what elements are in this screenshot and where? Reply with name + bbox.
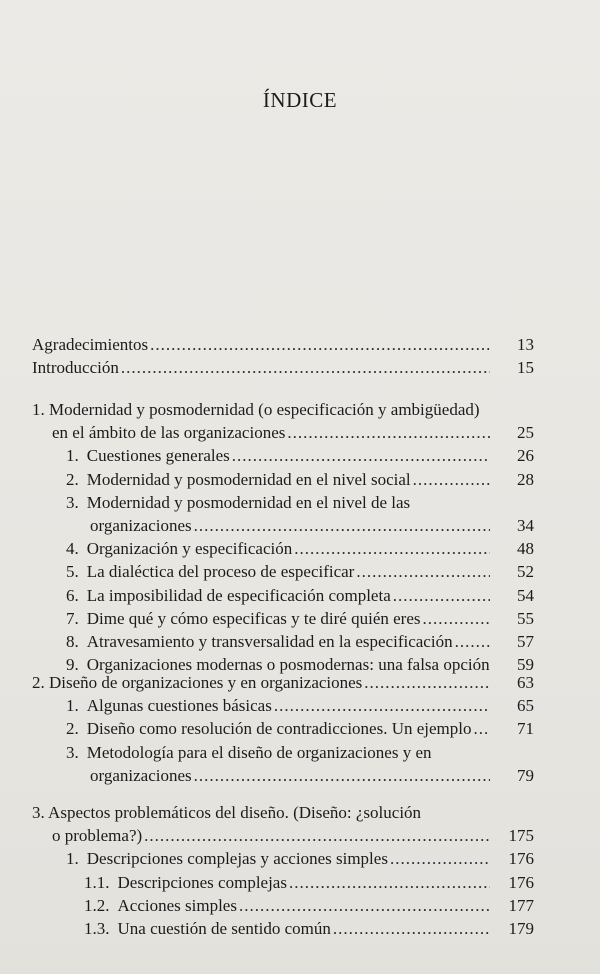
entry-number: 1.2. <box>84 895 110 915</box>
entry-number: 1.3. <box>84 919 110 938</box>
section-entry <box>66 630 534 654</box>
dot-leader <box>356 560 490 584</box>
page-number: 28 <box>517 469 534 489</box>
entry-number: 8. <box>66 632 79 651</box>
entry-title: Descripciones complejas <box>117 872 287 892</box>
page-number: 57 <box>517 632 534 651</box>
page-number: 55 <box>517 608 534 628</box>
entry-number: 1.1. <box>84 872 110 892</box>
entry-number: 1. <box>66 849 79 869</box>
entry-title: La imposibilidad de especificación completa <box>86 585 391 605</box>
chapter-heading-entry <box>52 421 494 445</box>
page-number: 15 <box>517 358 534 377</box>
dot-leader <box>413 468 490 492</box>
page-number: 48 <box>517 539 534 559</box>
entry-title: Una cuestión de sentido común <box>117 919 331 938</box>
chapter-heading-entry <box>52 824 494 848</box>
chapter-heading <box>52 421 534 445</box>
entry-title: organizaciones <box>90 516 192 535</box>
section-entry-entry <box>66 630 494 654</box>
page-number: 176 <box>508 872 534 892</box>
dot-leader <box>232 444 490 468</box>
chapter-heading <box>52 824 534 848</box>
entry-title: 1. Modernidad y posmodernidad (o especificación y ambigüedad) <box>32 400 480 419</box>
entry-title: Organizaciones modernas o posmodernas: una falsa opción <box>86 655 490 675</box>
entry-title: Modernidad y posmodernidad en el nivel de las <box>86 492 411 512</box>
dot-leader <box>390 847 490 871</box>
entry-title: Metodología para el diseño de organizaciones y en <box>86 742 432 762</box>
section-entry-entry <box>84 894 494 918</box>
entry-number: 2. <box>66 469 79 489</box>
entry-title: Modernidad y posmodernidad en el nivel social <box>86 469 411 489</box>
section-entry <box>66 607 534 631</box>
section-entry <box>84 871 534 895</box>
section-entry <box>66 694 534 718</box>
page-number: 54 <box>517 585 534 605</box>
dot-leader <box>150 333 490 357</box>
section-entry-entry <box>84 917 494 941</box>
dot-leader <box>289 871 490 895</box>
page-number: 176 <box>508 849 534 869</box>
entry-number: 7. <box>66 608 79 628</box>
entry-number: 2. <box>66 719 79 739</box>
toc-entry-front-entry <box>32 356 494 380</box>
entry-number: 3. <box>66 492 79 512</box>
dot-leader <box>393 584 490 608</box>
dot-leader <box>294 537 490 561</box>
section-entry-entry <box>66 560 494 584</box>
entry-number: 9. <box>66 655 79 675</box>
entry-title: Algunas cuestiones básicas <box>86 696 272 716</box>
entry-title: Dime qué y cómo especificas y te diré quién eres <box>86 608 421 628</box>
section-entry <box>66 468 534 492</box>
dot-leader <box>455 630 490 654</box>
entry-title: Diseño como resolución de contradicciones. Un ejemplo <box>86 719 472 739</box>
entry-title: Agradecimientos <box>32 335 149 354</box>
section-entry <box>90 764 534 788</box>
entry-title: Introducción <box>32 358 119 377</box>
section-entry <box>66 491 410 515</box>
dot-leader <box>474 717 491 741</box>
page-number: 34 <box>517 516 534 535</box>
section-entry <box>66 584 534 608</box>
page-number: 25 <box>517 423 534 443</box>
toc-entry-front <box>32 333 534 357</box>
entry-title: 3. Aspectos problemáticos del diseño. (Diseño: ¿solución <box>32 803 422 822</box>
section-entry <box>66 537 534 561</box>
entry-title: o problema?) <box>52 826 143 846</box>
section-entry <box>66 717 534 741</box>
page-number: 26 <box>517 446 534 466</box>
section-entry <box>66 847 534 871</box>
dot-leader <box>364 671 490 695</box>
entry-number: 1. <box>66 446 79 466</box>
dot-leader <box>422 607 490 631</box>
section-entry-entry <box>66 847 494 871</box>
dot-leader <box>144 824 490 848</box>
section-entry-entry <box>66 584 494 608</box>
page-number: 65 <box>517 696 534 716</box>
page-number: 175 <box>508 826 534 846</box>
chapter-heading-entry <box>32 671 494 695</box>
dot-leader <box>239 894 490 918</box>
dot-leader <box>121 356 490 380</box>
chapter-heading <box>32 801 421 825</box>
section-entry-entry <box>66 694 494 718</box>
entry-number: 6. <box>66 585 79 605</box>
section-entry-entry <box>66 537 494 561</box>
section-entry-entry <box>66 717 494 741</box>
page-number: 52 <box>517 562 534 582</box>
section-entry-entry <box>66 468 494 492</box>
entry-title: Descripciones complejas y acciones simples <box>86 849 388 869</box>
entry-title: Acciones simples <box>117 895 237 915</box>
page-number: 71 <box>517 719 534 739</box>
entry-title: Cuestiones generales <box>86 446 230 466</box>
chapter-heading <box>32 671 534 695</box>
page-number: 79 <box>517 765 534 785</box>
page-number: 179 <box>508 919 534 938</box>
page-title: ÍNDICE <box>262 88 338 112</box>
section-entry <box>66 741 432 765</box>
section-entry-entry <box>90 514 494 538</box>
entry-title: en el ámbito de las organizaciones <box>52 423 286 443</box>
dot-leader <box>333 917 490 941</box>
section-entry-entry <box>66 444 494 468</box>
dot-leader <box>274 694 490 718</box>
entry-title: Atravesamiento y transversalidad en la especificación <box>86 632 453 651</box>
section-entry-entry <box>84 871 494 895</box>
section-entry <box>84 894 534 918</box>
entry-title: La dialéctica del proceso de especificar <box>86 562 355 582</box>
section-entry <box>84 917 534 941</box>
toc-entry-front <box>32 356 534 380</box>
entry-number: 5. <box>66 562 79 582</box>
toc-entry-front-entry <box>32 333 494 357</box>
dot-leader <box>194 764 490 788</box>
section-entry <box>66 444 534 468</box>
dot-leader <box>194 514 490 538</box>
section-entry-entry <box>90 764 494 788</box>
chapter-heading <box>32 398 480 422</box>
entry-title: organizaciones <box>90 765 192 785</box>
section-entry <box>66 560 534 584</box>
entry-number: 4. <box>66 539 79 559</box>
page-number: 63 <box>517 673 534 692</box>
page-number: 177 <box>508 895 534 915</box>
entry-number: 1. <box>66 696 79 716</box>
page-number: 59 <box>517 655 534 675</box>
section-entry <box>90 514 534 538</box>
entry-number: 3. <box>66 742 79 762</box>
dot-leader <box>287 421 490 445</box>
page-number: 13 <box>517 335 534 354</box>
entry-title: Organización y especificación <box>86 539 293 559</box>
entry-title: 2. Diseño de organizaciones y en organizaciones <box>32 673 363 692</box>
section-entry-entry <box>66 607 494 631</box>
